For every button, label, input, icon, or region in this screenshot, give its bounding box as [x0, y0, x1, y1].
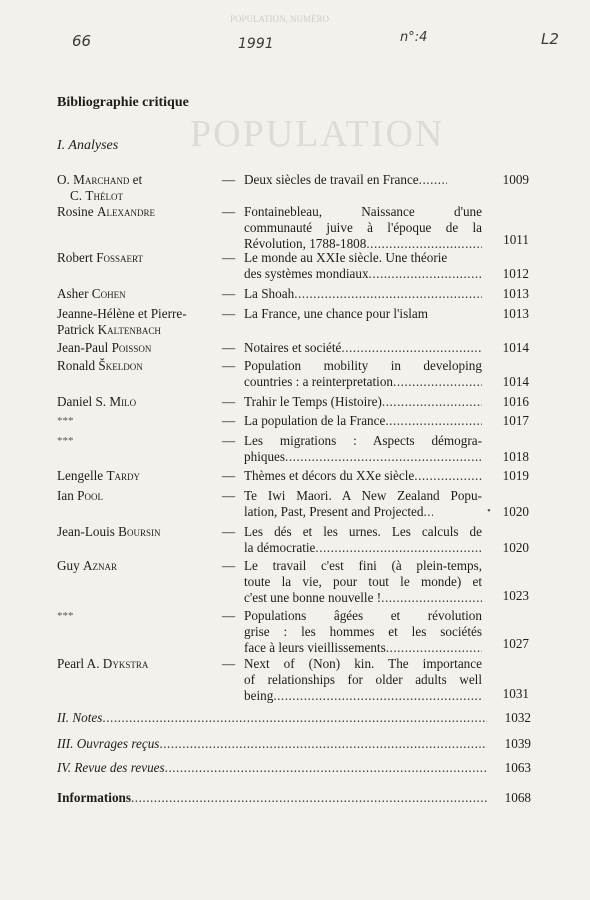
toc-informations: Informations ..... 1068	[57, 790, 531, 806]
list-item: Jeanne-Hélène et Pierre- Patrick Kaltenbach — La France, une chance pour l'islam 1013	[57, 306, 529, 337]
page-number: 1020	[502, 540, 529, 555]
author: O. Marchand et C. Thélot	[57, 172, 143, 203]
list-item: Guy Aznar — Le travail c'est fini (à plein-temps, toute la vie, pour tout le monde) et c'est une bonne nouvelle ! ..... 1023	[57, 558, 537, 608]
page-number: 1016	[502, 394, 529, 409]
list-item: *** — Les migrations : Aspects démogra- phiques ..... 1018	[57, 433, 537, 467]
list-item: Ronald Škeldon — Population mobility in developing countries : a reinterpretation ..... 1014	[57, 358, 537, 392]
page-number: 1013	[502, 286, 529, 301]
list-item: Pearl A. Dykstra — Next of (Non) kin. The importance of relationships for older adults well being ..... 1031	[57, 656, 537, 706]
page-number: 1012	[502, 266, 529, 281]
list-item: *** — Populations âgées et révolution grise : les hommes et les sociétés face à leurs vieillissements ..... 1027	[57, 608, 537, 658]
page-number: 1013	[502, 306, 529, 321]
page-number: 1014	[502, 340, 529, 355]
page-number: 1020	[502, 504, 529, 519]
page-number: 1031	[502, 686, 529, 701]
page-number: 1011	[503, 232, 529, 247]
handwritten-number-2: 1991	[238, 36, 274, 52]
list-item: Robert Fossaert — Le monde au XXIe siècle. Une théorie des systèmes mondiaux ..... 1012	[57, 250, 537, 284]
list-item: Jean-Louis Boursin — Les dés et les urnes. Les calculs de la démocratie ..... 1020	[57, 524, 537, 558]
page-number: 1017	[502, 413, 529, 428]
stray-mark: •	[487, 505, 491, 517]
page-title: Bibliographie critique	[57, 95, 189, 110]
page-number: 1027	[502, 636, 529, 651]
page-number: 1019	[502, 468, 529, 483]
handwritten-number-4: L2	[541, 30, 559, 48]
page-number: 1009	[502, 172, 529, 187]
list-item: O. Marchand et C. Thélot — Deux siècles de travail en France ..... 1009	[57, 172, 537, 204]
list-item: Rosine Alexandre — Fontainebleau, Naissance d'une communauté juive à l'époque de la Révolution, 1788-1808 ..... 1011	[57, 204, 537, 252]
page-number: 1014	[502, 374, 529, 389]
handwritten-number-3: n°:4	[400, 30, 428, 45]
toc-ouvrages-recus: III. Ouvrages reçus ..... 1039	[57, 736, 531, 752]
handwritten-number-1: 66	[72, 32, 92, 50]
list-item: Ian Pool — Te Iwi Maori. A New Zealand Popu- lation, Past, Present and Projected ..... 1020	[57, 488, 537, 522]
bleed-through-title: POPULATION	[190, 113, 445, 155]
toc-notes: II. Notes ..... 1032	[57, 710, 531, 726]
section-analyses: I. Analyses	[57, 138, 119, 153]
bleed-through-header: POPULATION, NUMÉRO	[230, 14, 330, 24]
page-number: 1018	[502, 449, 529, 464]
toc-revue-des-revues: IV. Revue des revues ..... 1063	[57, 760, 531, 776]
page-number: 1023	[502, 588, 529, 603]
